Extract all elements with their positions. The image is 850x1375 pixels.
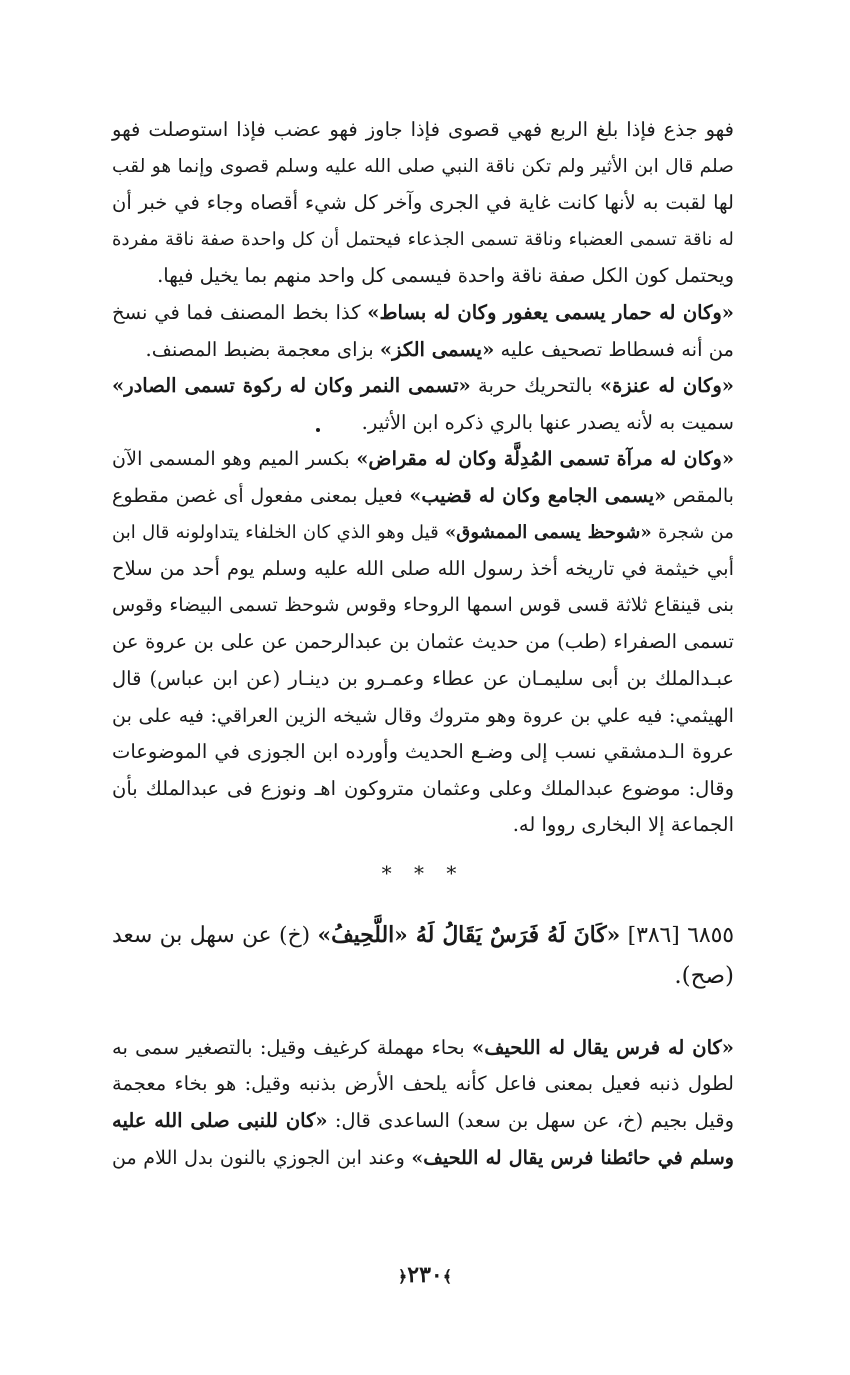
commentary-text: بالتحريك حربة [470, 374, 600, 398]
quoted-matn: «كان له فرس يقال له اللحيف» [472, 1035, 734, 1059]
paragraph-2 [112, 295, 734, 368]
text-line [112, 368, 734, 405]
page-number: ٢٣٠ [407, 1262, 443, 1288]
commentary-text: كذا بخط المصنف فما في نسخ [112, 300, 368, 324]
text-line [112, 515, 734, 552]
commentary-text: بكسر الميم وهو المسمى الآن [112, 447, 357, 471]
commentary-text: بزاى معجمة بضبط المصنف. [145, 337, 380, 361]
text-line: عبـدالملك بن أبى سليمـان عن عطاء وعمـرو بن دينـار (عن ابن عباس) قال [112, 666, 734, 690]
text-line: فهو جذع فإذا بلغ الربع فهي قصوى فإذا جاوز فهو عضب فإذا استوصلت فهو [112, 118, 734, 141]
paragraph-5 [112, 1030, 734, 1176]
commentary-text: بالمقص [666, 483, 735, 507]
text-line: ويحتمل كون الكل صفة ناقة واحدة فيسمى كل واحد منهم بما يخيل فيها. [157, 264, 734, 288]
text-line: له ناقة تسمى العضباء وناقة تسمى الجذعاء فيحتمل أن كل واحدة صفة ناقة مفردة [112, 228, 734, 250]
quoted-matn: «وكان له مرآة تسمى المُدِلَّة وكان له مقراض» [356, 447, 734, 471]
text-line: الجماعة إلا البخارى رووا له. [512, 813, 734, 837]
text-line: الهيثمي: فيه علي بن عروة وهو متروك وقال شيخه الزين العراقي: فيه على بن [112, 703, 734, 727]
quoted-matn: «يسمى الكز» [379, 337, 495, 361]
text-line [112, 916, 734, 956]
text-line: أبي خيثمة في تاريخه أخذ رسول الله صلى الله عليه وسلم يوم أحد من سلاح [112, 557, 734, 581]
text-line: عروة الـدمشقي نسب إلى وضـع الحديث وأورده ابن الجوزى في الموضوعات [112, 740, 734, 764]
paragraph-4 [112, 441, 734, 844]
hadith-matn: «كَانَ لَهُ فَرَسٌ يَقَالُ لَهُ «اللَّحِيفُ» [317, 922, 621, 948]
paragraph-1 [112, 112, 734, 295]
commentary-text: من شجرة [651, 521, 734, 543]
text-line: سميت به لأنه يصدر عنها بالري ذكره ابن الأثير. [361, 410, 734, 434]
quoted-matn: وسلم في حائطنا فرس يقال له اللحيف» [411, 1146, 735, 1169]
text-line [112, 441, 734, 478]
commentary-text: قيل وهو الذي كان الخلفاء يتداولونه قال ابن [112, 521, 445, 543]
commentary-text: بحاء مهملة كرغيف وقيل: بالتصغير سمى به [112, 1035, 473, 1059]
stray-dot-mark [316, 428, 320, 432]
page-number-footer [0, 1262, 850, 1288]
text-line: لها لقبت به لأنها كانت غاية في الجرى وآخر كل شيء أقصاه وجاء في خبر أن [112, 191, 734, 215]
text-line: بنى قينقاع ثلاثة قسى قوس اسمها الروحاء وقوس شوحظ تسمى البيضاء وقوس [112, 594, 734, 616]
quoted-matn: «شوحظ يسمى الممشوق» [445, 521, 652, 543]
hadith-source: (خ) عن سهل بن سعد [112, 922, 318, 948]
quoted-matn: «كان للنبى صلى الله عليه [112, 1109, 328, 1133]
text-line [112, 1140, 734, 1177]
section-separator-stars: * * * [381, 860, 465, 885]
text-line [112, 478, 734, 515]
page-body [112, 112, 734, 1176]
commentary-text: وعند ابن الجوزي بالنون بدل اللام من [112, 1146, 412, 1169]
commentary-text: فعيل بمعنى مفعول أى غصن مقطوع [112, 483, 410, 507]
paragraph-3 [112, 368, 734, 441]
text-line: وقال: موضوع عبدالملك وعلى وعثمان متروكون اهـ ونوزع فى عبدالملك بأن [112, 776, 734, 800]
text-line [112, 295, 734, 332]
text-line: تسمى الصفراء (طب) من حديث عثمان بن عبدالرحمن عن على بن عروة عن [112, 630, 734, 654]
ornament-bracket-icon: ﴾ [442, 1267, 453, 1286]
text-line: صلم قال ابن الأثير ولم تكن ناقة النبي صلى الله عليه وسلم قصوى وإنما هو لقب [112, 155, 734, 177]
quoted-matn: «تسمى النمر وكان له ركوة تسمى الصادر» [112, 374, 471, 398]
ornament-bracket-icon: ﴿ [397, 1267, 408, 1286]
commentary-text: من أنه فسطاط تصحيف عليه [494, 337, 734, 361]
text-line: لطول ذنبه فعيل بمعنى فاعل كأنه يلحف الأرض بذنبه وقيل: هو بخاء معجمة [112, 1072, 734, 1096]
text-line [112, 1030, 734, 1067]
text-line [112, 1103, 734, 1140]
hadith-grade: (صح). [674, 962, 734, 989]
quoted-matn: «وكان له عنزة» [599, 374, 734, 398]
quoted-matn: «يسمى الجامع وكان له قضيب» [409, 483, 667, 507]
quoted-matn: «وكان له حمار يسمى يعفور وكان له بساط» [367, 300, 734, 324]
commentary-text: وقيل بجيم (خ، عن سهل بن سعد) الساعدى قال: [327, 1109, 734, 1133]
hadith-number: ٦٨٥٥ [٣٨٦] [620, 922, 734, 948]
hadith-entry [112, 916, 734, 996]
text-line [112, 332, 734, 369]
